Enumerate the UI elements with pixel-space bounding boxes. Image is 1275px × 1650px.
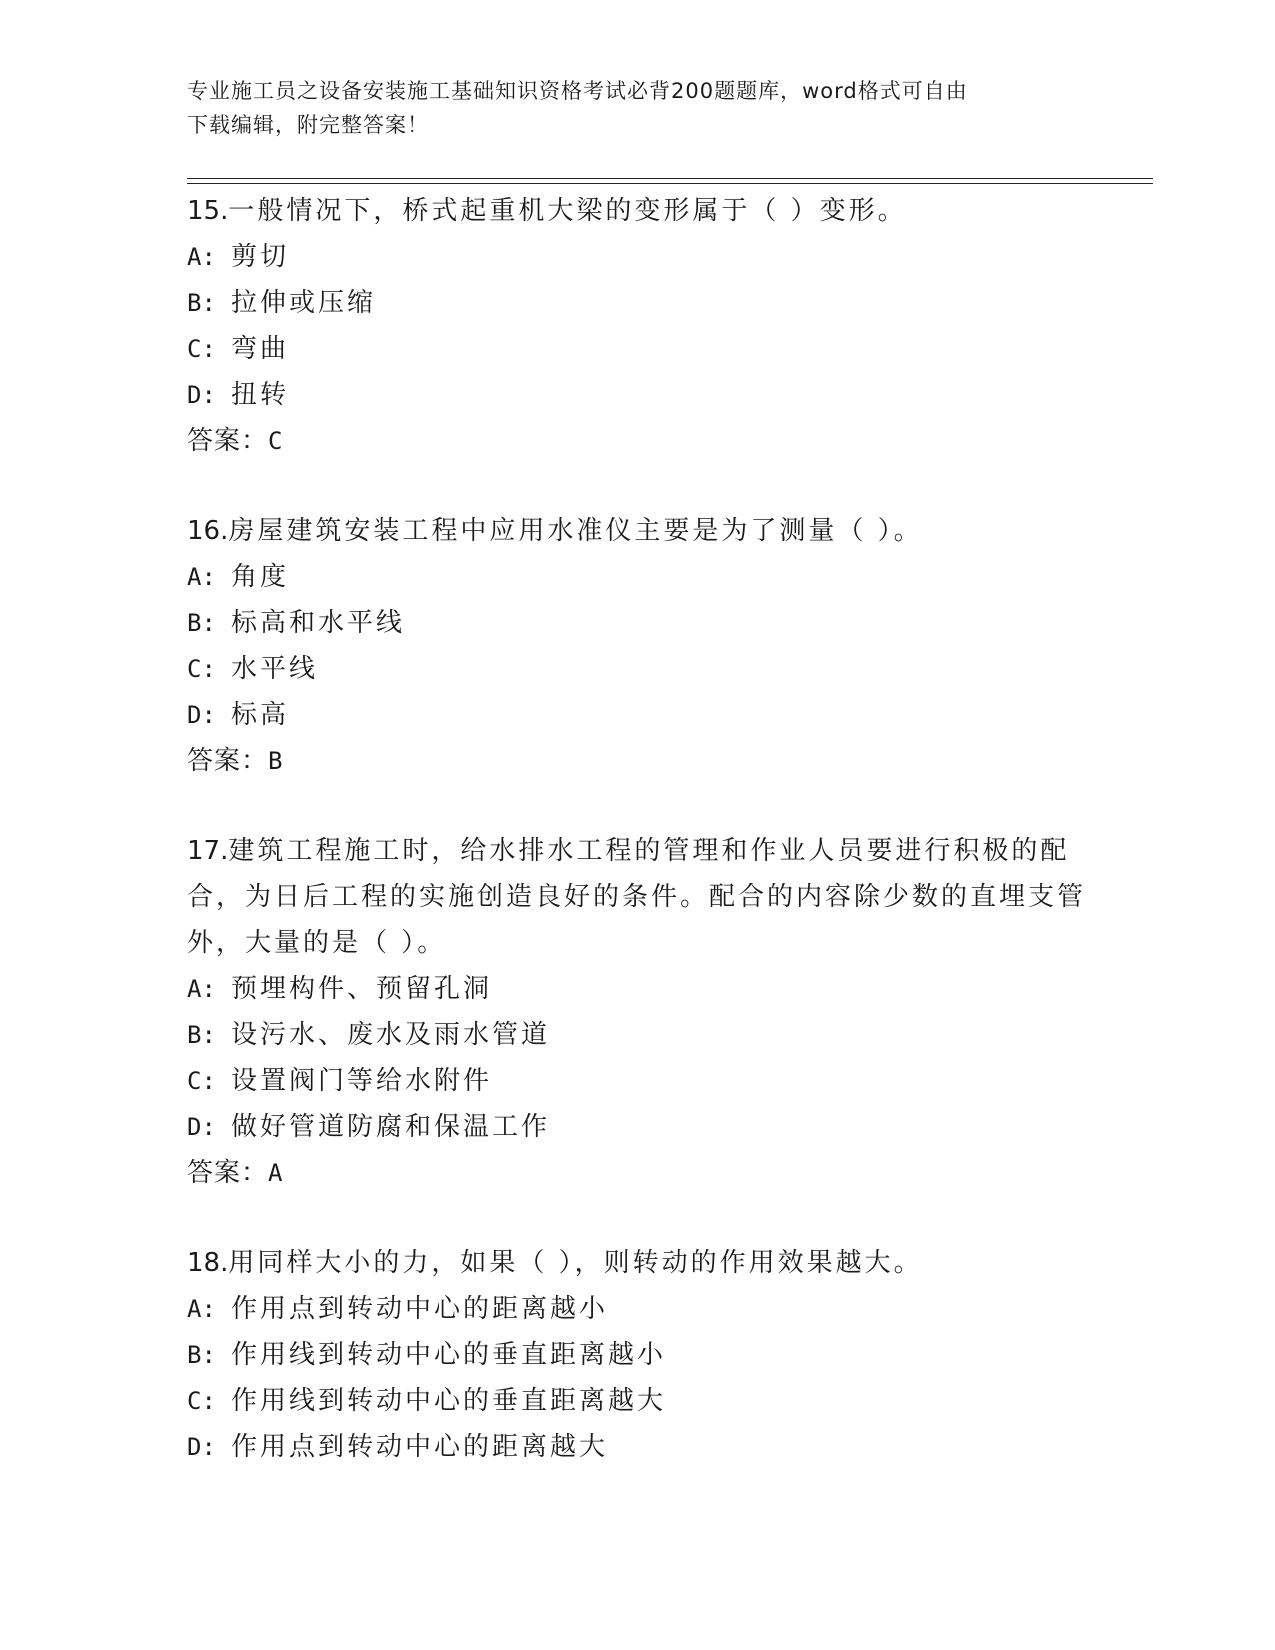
question-text: 建筑工程施工时，给水排水工程的管理和作业人员要进行积极的配合，为日后工程的实施创造良好的条件。配合的内容除少数的直埋支管外，大量的是（ ）。 xyxy=(187,836,1087,958)
option-text: 角度 xyxy=(231,562,290,592)
answer-line xyxy=(187,738,1087,784)
answer-line xyxy=(187,1150,1087,1196)
question-15 xyxy=(187,188,1087,464)
option-c xyxy=(187,646,1087,692)
option-text: 设污水、废水及雨水管道 xyxy=(231,1020,551,1050)
option-a xyxy=(187,234,1087,280)
option-d xyxy=(187,1104,1087,1150)
option-text: 作用线到转动中心的垂直距离越小 xyxy=(231,1340,667,1370)
option-letter: D: xyxy=(187,1433,216,1461)
document-header xyxy=(187,74,1087,142)
option-b xyxy=(187,280,1087,326)
question-text: 用同样大小的力，如果（ ），则转动的作用效果越大。 xyxy=(228,1248,923,1278)
question-list xyxy=(187,188,1087,1514)
header-divider-top xyxy=(187,178,1153,179)
question-stem xyxy=(187,1240,1087,1286)
option-d xyxy=(187,372,1087,418)
option-a xyxy=(187,554,1087,600)
option-b xyxy=(187,600,1087,646)
option-text: 标高和水平线 xyxy=(231,608,406,638)
answer-label: 答案： xyxy=(187,426,269,456)
option-letter: B: xyxy=(187,1341,216,1369)
option-d xyxy=(187,1424,1087,1470)
option-letter: B: xyxy=(187,1021,216,1049)
option-letter: C: xyxy=(187,1067,216,1095)
option-b xyxy=(187,1332,1087,1378)
answer-value: C xyxy=(268,427,284,455)
option-text: 作用线到转动中心的垂直距离越大 xyxy=(231,1386,667,1416)
option-c xyxy=(187,326,1087,372)
question-number: 15. xyxy=(187,196,229,226)
answer-value: A xyxy=(268,1159,284,1187)
option-a xyxy=(187,966,1087,1012)
option-letter: A: xyxy=(187,563,216,591)
option-text: 作用点到转动中心的距离越大 xyxy=(231,1432,609,1462)
answer-label: 答案： xyxy=(187,746,269,776)
option-letter: B: xyxy=(187,289,216,317)
option-text: 水平线 xyxy=(231,654,319,684)
answer-label: 答案： xyxy=(187,1158,269,1188)
option-letter: C: xyxy=(187,335,216,363)
option-text: 作用点到转动中心的距离越小 xyxy=(231,1294,609,1324)
question-number: 17. xyxy=(187,836,229,866)
question-number: 16. xyxy=(187,516,229,546)
option-b xyxy=(187,1012,1087,1058)
question-stem xyxy=(187,188,1087,234)
answer-line xyxy=(187,418,1087,464)
question-18 xyxy=(187,1240,1087,1470)
option-a xyxy=(187,1286,1087,1332)
question-text: 房屋建筑安装工程中应用水准仪主要是为了测量（ ）。 xyxy=(228,516,923,546)
question-number: 18. xyxy=(187,1248,229,1278)
option-letter: A: xyxy=(187,1295,216,1323)
option-text: 预埋构件、预留孔洞 xyxy=(231,974,493,1004)
option-d xyxy=(187,692,1087,738)
option-letter: C: xyxy=(187,655,216,683)
question-17 xyxy=(187,828,1087,1196)
option-text: 拉伸或压缩 xyxy=(231,288,377,318)
option-text: 做好管道防腐和保温工作 xyxy=(231,1112,551,1142)
question-text: 一般情况下，桥式起重机大梁的变形属于（ ）变形。 xyxy=(228,196,907,226)
option-letter: A: xyxy=(187,975,216,1003)
option-letter: D: xyxy=(187,701,216,729)
option-letter: A: xyxy=(187,243,216,271)
option-letter: C: xyxy=(187,1387,216,1415)
option-text: 设置阀门等给水附件 xyxy=(231,1066,493,1096)
header-line-2: 下载编辑，附完整答案！ xyxy=(187,113,429,137)
question-16 xyxy=(187,508,1087,784)
option-letter: D: xyxy=(187,1113,216,1141)
question-stem xyxy=(187,828,1087,966)
header-line-1: 专业施工员之设备安装施工基础知识资格考试必背200题题库，word格式可自由 xyxy=(187,79,968,103)
option-text: 扭转 xyxy=(231,380,290,410)
option-letter: B: xyxy=(187,609,216,637)
option-letter: D: xyxy=(187,381,216,409)
header-divider-bottom xyxy=(187,183,1153,184)
answer-value: B xyxy=(268,747,284,775)
option-text: 弯曲 xyxy=(231,334,290,364)
option-c xyxy=(187,1058,1087,1104)
question-stem xyxy=(187,508,1087,554)
option-text: 剪切 xyxy=(231,242,290,272)
option-text: 标高 xyxy=(231,700,290,730)
option-c xyxy=(187,1378,1087,1424)
